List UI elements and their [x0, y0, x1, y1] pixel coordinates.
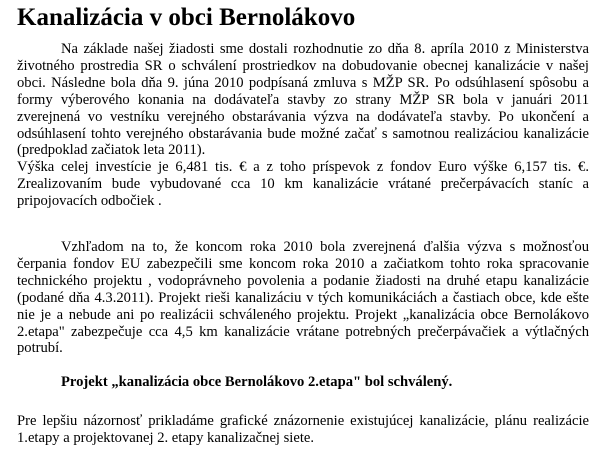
paragraph-intro-text: Na základe našej žiadosti sme dostali rozhodnutie zo dňa 8. apríla 2010 z Ministerstva životného prostredia SR o schválení prostriedkov na dobudovanie obecnej kanalizácie v našej obci. Následne bola dňa 9. júna 2010 podpísaná zmluva s MŽP SR. Po odsúhlasení spôsobu a formy výberového konania na dodávateľa stavby zo strany MŽP SR bola v januári 2011 zverejnená vo vestníku verejného obstarávania výzva na dodávateľa stavby. Po ukončení a odsúhlasení tohto verejného obstarávania bude možné začať s samotnou realizáciou kanalizácie (predpoklad začiatok leta 2011). — [17, 41, 589, 159]
paragraph-graphics-text: Pre lepšiu názornosť prikladáme grafické znázornenie existujúcej kanalizácie, plánu realizácie 1.etapy a projektovanej 2. etapy kanalizačnej siete. — [17, 413, 589, 446]
paragraph-second-stage — [17, 239, 589, 391]
paragraph-graphics — [17, 413, 589, 447]
paragraph-investment-text: Výška celej investície je 6,481 tis. € a z toho príspevok z fondov Euro výške 6,157 tis. €. Zrealizovaním bude vybudované cca 10 km kanalizácie vrátané prečerpávacích staníc a pripojovacích odbočiek . — [17, 159, 589, 210]
paragraph-second-stage-text: Vzhľadom na to, že koncom roka 2010 bola zverejnená ďalšia výzva s možnosťou čerpania fondov EU zabezpečili sme koncom roka 2010 a začiatkom tohto roka spracovanie technického projektu , vodoprávneho povolenia a podanie žiadosti na druhé etapu kanalizácie (podané dňa 4.3.2011). Projekt rieši kanalizáciu v tých komunikáciách a častiach obce, kde ešte nie je a nebude ani po realizácii schváleného projektu. Projekt „kanalizácia obce Bernolákovo 2.etapa" zabezpečuje cca 4,5 km kanalizácie vrátane potrebných prečerpávačiek a výtlačných potrubí. — [17, 239, 589, 357]
approved-notice: Projekt „kanalizácia obce Bernolákovo 2.etapa" bol schválený. — [61, 374, 453, 391]
page-title: Kanalizácia v obci Bernolákovo — [17, 4, 356, 31]
paragraph-intro — [17, 41, 589, 210]
